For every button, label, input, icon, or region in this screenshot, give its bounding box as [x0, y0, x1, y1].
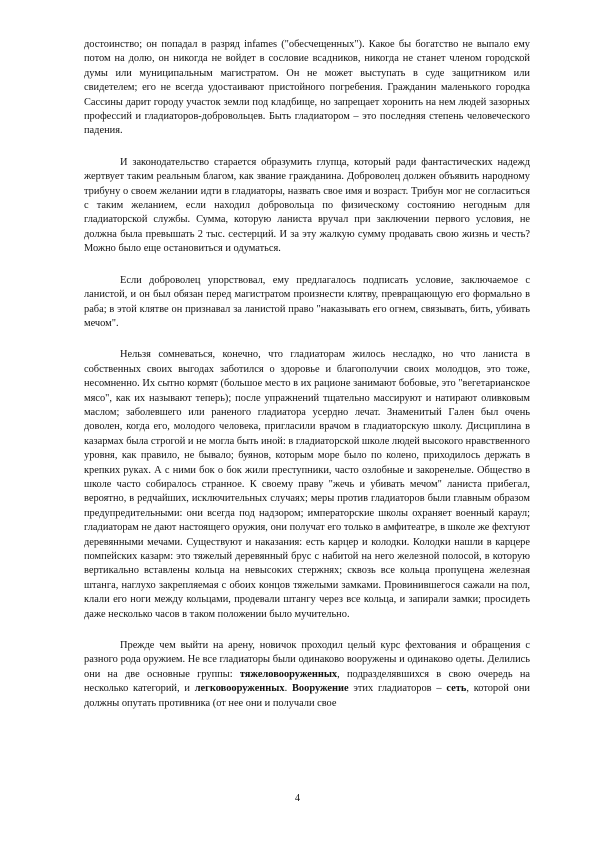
- document-page: [84, 38, 530, 711]
- paragraph-2: И законодательство старается образумить глупца, который ради фантастических надежд жертвует таким реальным благом, как звание гражданина. Доброволец должен объявить народному трибуну о своем желании идти в гладиаторы, назвать свое имя и возраст. Трибун мог не согласиться с таким желанием, если находил добровольца по физическому состоянию негодным для гладиаторской службы. Сумма, которую ланиста вручал при заключении первого условия, не должна была превышать 2 тыс. сестерций. И за эту жалкую сумму продавать свою жизнь и честь? Можно было еще остановиться и одуматься.: [84, 156, 530, 255]
- page-number: 4: [294, 793, 301, 804]
- bold-term-light-armed: легковооруженных: [194, 683, 285, 695]
- paragraph-5: [84, 639, 530, 711]
- bold-term-net: сеть: [446, 683, 467, 695]
- paragraph-3: Если доброволец упорствовал, ему предлагалось подписать условие, заключаемое с ланистой, и он был обязан перед магистратом произнести клятву, превращающую его формально в раба; в этой клятве он признавал за ланистой право "наказывать его огнем, связывать, бить, убивать мечом".: [84, 274, 530, 329]
- paragraph-5-text-end: , которой они должны опутать противника (от нее они и получали свое: [84, 683, 530, 709]
- paragraph-1: достоинство; он попадал в разряд infames ("обесчещенных"). Какое бы богатство не выпало ему потом на долю, он никогда не войдет в сословие всадников, никогда не станет членом городской думы или муниципальным магистратом. Он не может выступать в суде защитником или свидетелем; его не всегда удостаивают пристойного погребения. Гражданин маленького городка Сассины дарит городу участок земли под кладбище, но запрещает хоронить на нем людей зазорных профессий и гладиаторов-добровольцев. Быть гладиатором – это последняя степень человеческого падения.: [84, 39, 530, 137]
- paragraph-5-text-mid-3: этих гладиаторов –: [348, 683, 447, 695]
- bold-term-heavy-armed: тяжеловооруженных: [239, 668, 338, 680]
- paragraph-5-text-mid-1: , подразделявшихся в свою очередь на несколько категорий, и: [84, 668, 530, 695]
- paragraph-5-text-start: Прежде чем выйти на арену, новичок проходил целый курс фехтования и обращения с разного рода оружием. Не все гладиаторы были одинаково вооружены и одинаково одеты. Делились они на две основные группы:: [84, 640, 530, 680]
- bold-term-armament: Вооружение: [292, 683, 349, 695]
- paragraph-5-text-mid-2: .: [284, 683, 292, 695]
- paragraph-4: Нельзя сомневаться, конечно, что гладиаторам жилось несладко, но что ланиста в собственных своих выгодах заботился о здоровье и благополучии своих молодцов, это тоже, несомненно. Их сытно кормят (большое место в их рационе занимают бобовые, это "вегетарианское мясо", как их называют теперь); после упражнений тщательно массируют и натирают оливковым маслом; заболевшего или раненого гладиатора усердно лечат. Знаменитый Гален был очень доволен, когда его, молодого человека, пригласили врачом в гладиаторскую школу. Дисциплина в казармах была строгой и не могла быть иной: в гладиаторской школе людей высокого нравственного уровня, как правило, не бывало; буянов, которым море было по колено, приходилось держать в крепких руках. А с ними бок о бок жили преступники, часто озлобные и закоренелые. Общество в школе часто собиралось странное. К своему праву "жечь и убивать мечом" ланиста прибегал, вероятно, в редчайших, исключительных случаях; меры против гладиаторов были главным образом предупредительными: они всегда под надзором; императорские школы охраняет военный караул; гладиаторам не дают настоящего оружия, они получат его только в амфитеатре, в школе же фехтуют деревянными мечами. Существуют и наказания: есть карцер и колодки. Колодки нашли в карцере помпейских казарм: это тяжелый деревянный брус с набитой на него железной полосой, в которую вертикально вставлены кольца на невысоких стержнях; сквозь все кольца пропущена железная штанга, наглухо закрепляемая с обоих концов тяжелыми замками. Провинившегося сажали на пол, клали его ноги между кольцами, продевали штангу через все кольца, и запирали замки; просидеть даже несколько часов в таком положении было мучительно.: [84, 349, 530, 620]
